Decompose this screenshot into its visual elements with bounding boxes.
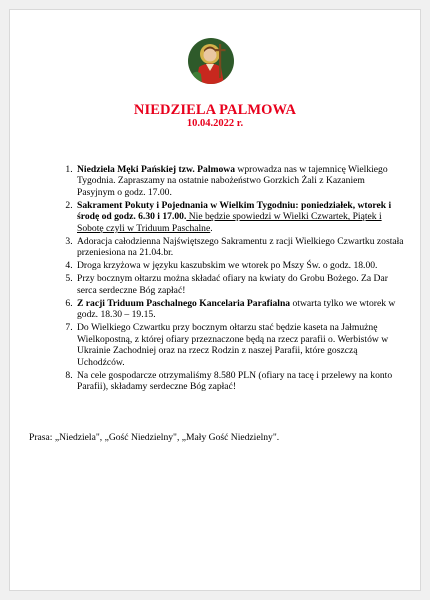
- list-item: [75, 236, 405, 259]
- item-bold-text: Niedziela Męki Pańskiej tzw. Palmowa: [77, 164, 236, 175]
- document-page: [9, 9, 421, 591]
- list-item: [75, 273, 405, 296]
- list-item: [75, 298, 405, 321]
- item-text: wprowadza nas w tajemnicę Wielkiego Tygodnia. Zapraszamy na ostatnie nabożeństwo Gorzkich Żali z Kazaniem Pasyjnym o godz. 17.00.: [77, 164, 388, 198]
- date-line: 10.04.2022 r.: [186, 118, 244, 129]
- item-bold-text: Z racji Triduum Paschalnego Kancelaria Parafialna: [77, 297, 291, 309]
- list-item: [75, 370, 405, 393]
- notices-list: [54, 164, 405, 394]
- item-text: otwarta tylko we wtorek w godz. 18.30 – 19.15.: [77, 297, 396, 321]
- item-bold-text: Sakrament Pokuty i Pojednania w Wielkim Tygodniu: poniedziałek, wtorek i środę od godz. 6.30 i 17.00.: [77, 199, 392, 223]
- item-text: Przy bocznym ołtarzu można składać ofiary na kwiaty do Grobu Bożego. Za Dar serca serdeczne Bóg zapłać!: [77, 273, 388, 296]
- item-text: Droga krzyżowa w języku kaszubskim we wtorek po Mszy Św. o godz. 18.00.: [77, 260, 378, 272]
- page-title: NIEDZIELA PALMOWA: [133, 102, 297, 118]
- list-item: [75, 164, 405, 198]
- item-text: .: [210, 222, 213, 234]
- item-text: Do Wielkiego Czwartku przy bocznym ołtarzu stać będzie kaseta na Jałmużnę Wielkopostną, z której ofiary przeznaczone będą na rzecz parafii o. Werbistów w Ukrainie Zachodniej oraz na rzecz Rodzin z naszej Parafii, które goszczą Uchodźców.: [77, 322, 389, 368]
- press-line: Prasa: „Niedziela", „Gość Niedzielny", „Mały Gość Niedzielny".: [29, 432, 280, 443]
- item-text: Adoracja całodzienna Najświętszego Sakramentu z racji Wielkiego Czwartku została przeniesiona na 21.04.br.: [77, 235, 404, 259]
- list-item: [75, 200, 405, 234]
- list-item: [75, 260, 405, 271]
- item-underlined-text: Nie będzie spowiedzi w Wielki Czwartek, Piątek i Sobotę czyli w Triduum Paschalne: [77, 211, 382, 234]
- saint-with-cross-icon: [188, 38, 234, 84]
- item-text: Na cele gospodarcze otrzymaliśmy 8.580 PLN (ofiary na tacę i przelewy na konto Parafii), składamy serdeczne Bóg zapłać!: [77, 369, 393, 393]
- list-item: [75, 322, 405, 368]
